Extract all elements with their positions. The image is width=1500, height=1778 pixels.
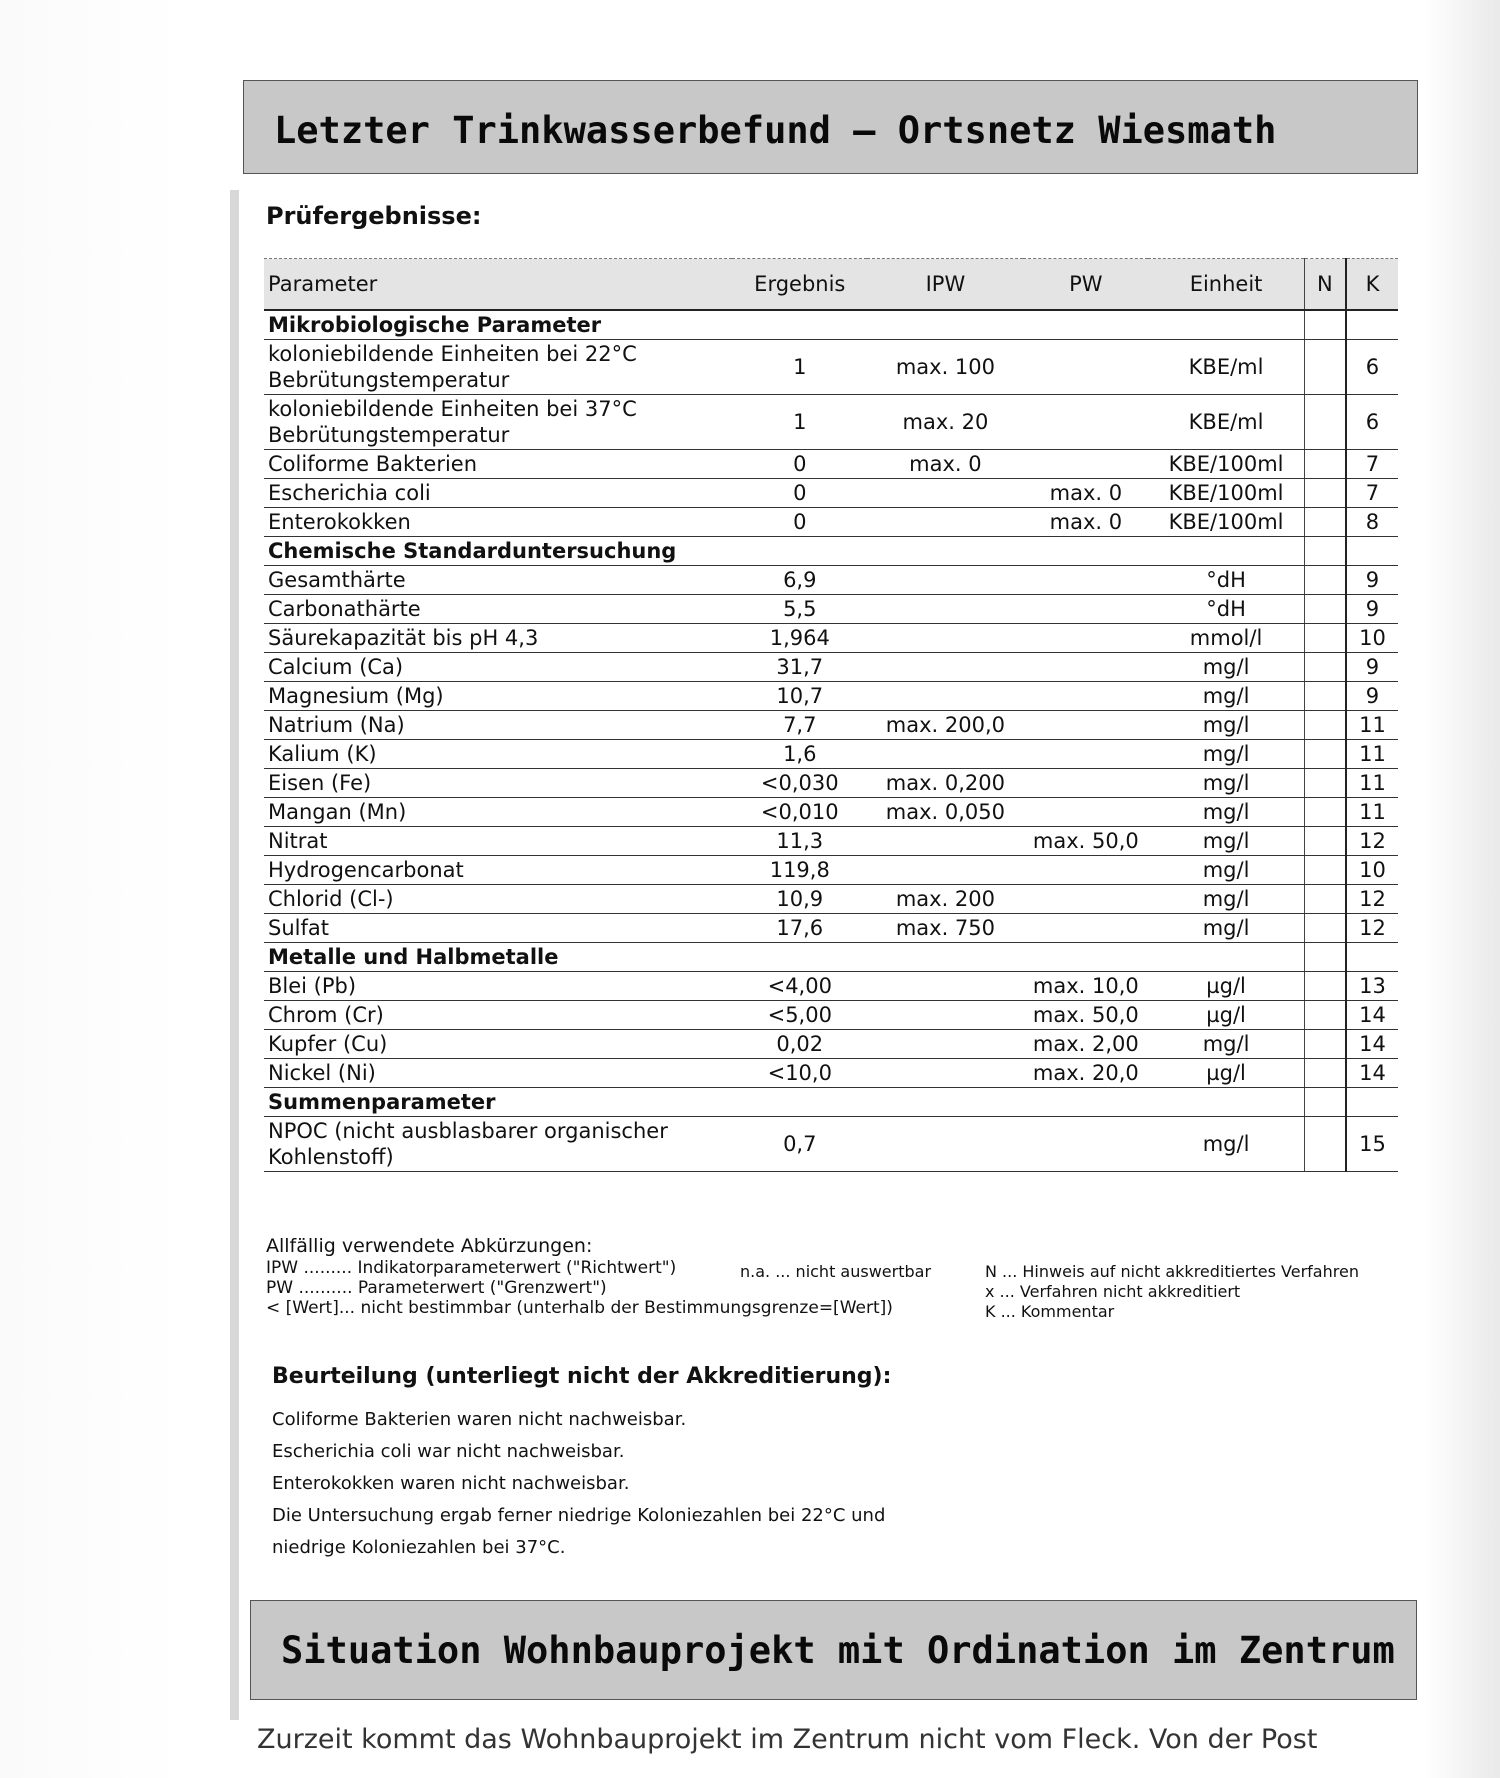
parameter-cell: Gesamthärte [264, 566, 732, 595]
result-cell: 5,5 [732, 595, 867, 624]
results-table [264, 258, 1398, 1172]
abbreviation-ipw: IPW ......... Indikatorparameterwert ("Richtwert") [266, 1258, 677, 1278]
unit-cell: KBE/100ml [1148, 450, 1304, 479]
assessment-line: Die Untersuchung ergab ferner niedrige Koloniezahlen bei 22°C und [272, 1505, 886, 1526]
pw-cell [1023, 711, 1148, 740]
parameter-cell: Calcium (Ca) [264, 653, 732, 682]
table-row [264, 740, 1398, 769]
unit-cell: mg/l [1148, 769, 1304, 798]
subheading: Prüfergebnisse: [266, 202, 482, 230]
pw-cell [1023, 624, 1148, 653]
unit-cell: °dH [1148, 566, 1304, 595]
result-cell: 31,7 [732, 653, 867, 682]
k-cell: 9 [1346, 566, 1398, 595]
k-cell: 11 [1346, 740, 1398, 769]
unit-cell: mmol/l [1148, 624, 1304, 653]
table-row [264, 769, 1398, 798]
n-cell [1304, 537, 1346, 566]
result-cell: 0 [732, 450, 867, 479]
pw-cell [1023, 798, 1148, 827]
abbreviation-x: x ... Verfahren nicht akkreditiert [985, 1282, 1241, 1301]
result-cell: 0 [732, 508, 867, 537]
n-cell [1304, 566, 1346, 595]
ipw-cell: max. 200,0 [867, 711, 1023, 740]
unit-cell: KBE/ml [1148, 395, 1304, 450]
n-cell [1304, 827, 1346, 856]
result-cell: <4,00 [732, 972, 867, 1001]
article-text: Zurzeit kommt das Wohnbauprojekt im Zentrum nicht vom Fleck. Von der Post [257, 1724, 1318, 1755]
table-body [264, 310, 1398, 1172]
assessment-line: niedrige Koloniezahlen bei 37°C. [272, 1537, 566, 1558]
unit-cell: µg/l [1148, 1001, 1304, 1030]
assessment-line: Coliforme Bakterien waren nicht nachweisbar. [272, 1409, 687, 1430]
section-title: Summenparameter [264, 1088, 1304, 1117]
header-ipw: IPW [867, 259, 1023, 311]
n-cell [1304, 740, 1346, 769]
pw-cell [1023, 450, 1148, 479]
result-cell: <0,010 [732, 798, 867, 827]
k-cell: 7 [1346, 479, 1398, 508]
parameter-cell: Sulfat [264, 914, 732, 943]
section-banner-trinkwasser [243, 80, 1418, 174]
k-cell [1346, 537, 1398, 566]
table-row [264, 479, 1398, 508]
result-cell: <10,0 [732, 1059, 867, 1088]
table-row [264, 653, 1398, 682]
unit-cell: mg/l [1148, 827, 1304, 856]
table-row [264, 566, 1398, 595]
ipw-cell [867, 1001, 1023, 1030]
table-row [264, 1030, 1398, 1059]
pw-cell [1023, 740, 1148, 769]
abbreviation-n: N ... Hinweis auf nicht akkreditiertes Verfahren [985, 1262, 1359, 1281]
unit-cell: mg/l [1148, 740, 1304, 769]
parameter-cell: Carbonathärte [264, 595, 732, 624]
ipw-cell: max. 100 [867, 340, 1023, 395]
left-margin-bar [230, 190, 239, 1720]
n-cell [1304, 769, 1346, 798]
pw-cell [1023, 1117, 1148, 1172]
n-cell [1304, 1030, 1346, 1059]
parameter-cell: Nickel (Ni) [264, 1059, 732, 1088]
n-cell [1304, 595, 1346, 624]
pw-cell: max. 50,0 [1023, 827, 1148, 856]
pw-cell: max. 20,0 [1023, 1059, 1148, 1088]
pw-cell [1023, 885, 1148, 914]
parameter-cell: Kupfer (Cu) [264, 1030, 732, 1059]
result-cell: 1,964 [732, 624, 867, 653]
k-cell: 12 [1346, 827, 1398, 856]
ipw-cell: max. 200 [867, 885, 1023, 914]
pw-cell: max. 0 [1023, 479, 1148, 508]
table-row [264, 395, 1398, 450]
ipw-cell: max. 750 [867, 914, 1023, 943]
ipw-cell [867, 740, 1023, 769]
n-cell [1304, 340, 1346, 395]
abbreviations-heading: Allfällig verwendete Abkürzungen: [266, 1235, 593, 1257]
parameter-cell: koloniebildende Einheiten bei 22°C Bebrütungstemperatur [264, 340, 732, 395]
assessment-title: Beurteilung (unterliegt nicht der Akkreditierung): [272, 1364, 892, 1389]
parameter-cell: Eisen (Fe) [264, 769, 732, 798]
n-cell [1304, 1001, 1346, 1030]
ipw-cell: max. 0 [867, 450, 1023, 479]
k-cell: 15 [1346, 1117, 1398, 1172]
assessment-text [272, 1404, 885, 1564]
n-cell [1304, 914, 1346, 943]
result-cell: 7,7 [732, 711, 867, 740]
table-row [264, 450, 1398, 479]
abbreviation-na: n.a. ... nicht auswertbar [740, 1262, 932, 1281]
table-row [264, 798, 1398, 827]
k-cell: 11 [1346, 711, 1398, 740]
result-cell: 10,9 [732, 885, 867, 914]
parameter-cell: Coliforme Bakterien [264, 450, 732, 479]
unit-cell: °dH [1148, 595, 1304, 624]
ipw-cell [867, 1030, 1023, 1059]
unit-cell: mg/l [1148, 798, 1304, 827]
unit-cell: KBE/100ml [1148, 508, 1304, 537]
ipw-cell [867, 566, 1023, 595]
table-row [264, 1117, 1398, 1172]
n-cell [1304, 653, 1346, 682]
parameter-cell: Nitrat [264, 827, 732, 856]
ipw-cell: max. 0,050 [867, 798, 1023, 827]
result-cell: 17,6 [732, 914, 867, 943]
unit-cell: mg/l [1148, 856, 1304, 885]
k-cell: 9 [1346, 595, 1398, 624]
ipw-cell [867, 827, 1023, 856]
unit-cell: mg/l [1148, 653, 1304, 682]
unit-cell: µg/l [1148, 1059, 1304, 1088]
ipw-cell [867, 856, 1023, 885]
unit-cell: KBE/ml [1148, 340, 1304, 395]
result-cell: 119,8 [732, 856, 867, 885]
ipw-cell [867, 972, 1023, 1001]
result-cell: 0 [732, 479, 867, 508]
assessment-line: Enterokokken waren nicht nachweisbar. [272, 1473, 630, 1494]
abbreviations-col2 [740, 1262, 931, 1282]
ipw-cell [867, 479, 1023, 508]
ipw-cell: max. 20 [867, 395, 1023, 450]
result-cell: 1 [732, 340, 867, 395]
table-row [264, 682, 1398, 711]
k-cell: 11 [1346, 798, 1398, 827]
abbreviations-col3 [985, 1262, 1359, 1322]
n-cell [1304, 310, 1346, 340]
table-header-row [264, 259, 1398, 311]
header-einheit: Einheit [1148, 259, 1304, 311]
pw-cell [1023, 395, 1148, 450]
parameter-cell: koloniebildende Einheiten bei 37°C Bebrütungstemperatur [264, 395, 732, 450]
section-title: Mikrobiologische Parameter [264, 310, 1304, 340]
k-cell: 10 [1346, 624, 1398, 653]
table-row [264, 827, 1398, 856]
n-cell [1304, 1059, 1346, 1088]
unit-cell: µg/l [1148, 972, 1304, 1001]
pw-cell [1023, 653, 1148, 682]
parameter-cell: Natrium (Na) [264, 711, 732, 740]
n-cell [1304, 1088, 1346, 1117]
k-cell: 14 [1346, 1001, 1398, 1030]
section-title: Metalle und Halbmetalle [264, 943, 1304, 972]
k-cell: 14 [1346, 1030, 1398, 1059]
pw-cell [1023, 856, 1148, 885]
header-pw: PW [1023, 259, 1148, 311]
table-row [264, 885, 1398, 914]
table-row [264, 856, 1398, 885]
result-cell: 6,9 [732, 566, 867, 595]
header-parameter: Parameter [264, 259, 732, 311]
parameter-cell: Enterokokken [264, 508, 732, 537]
table-row [264, 914, 1398, 943]
pw-cell [1023, 914, 1148, 943]
parameter-cell: Mangan (Mn) [264, 798, 732, 827]
assessment-line: Escherichia coli war nicht nachweisbar. [272, 1441, 625, 1462]
k-cell: 13 [1346, 972, 1398, 1001]
k-cell: 11 [1346, 769, 1398, 798]
k-cell: 7 [1346, 450, 1398, 479]
table-row [264, 508, 1398, 537]
ipw-cell [867, 653, 1023, 682]
abbreviation-wert: < [Wert]... nicht bestimmbar (unterhalb der Bestimmungsgrenze=[Wert]) [266, 1298, 893, 1318]
ipw-cell [867, 682, 1023, 711]
unit-cell: mg/l [1148, 914, 1304, 943]
ipw-cell [867, 1117, 1023, 1172]
result-cell: 11,3 [732, 827, 867, 856]
ipw-cell [867, 1059, 1023, 1088]
abbreviation-pw: PW .......... Parameterwert ("Grenzwert") [266, 1278, 607, 1298]
table-row [264, 1059, 1398, 1088]
n-cell [1304, 450, 1346, 479]
n-cell [1304, 856, 1346, 885]
section-banner-wohnbauprojekt [250, 1600, 1417, 1700]
k-cell [1346, 943, 1398, 972]
parameter-cell: Magnesium (Mg) [264, 682, 732, 711]
result-cell: 1,6 [732, 740, 867, 769]
parameter-cell: Chlorid (Cl-) [264, 885, 732, 914]
result-cell: <5,00 [732, 1001, 867, 1030]
k-cell [1346, 310, 1398, 340]
pw-cell [1023, 769, 1148, 798]
result-cell: 0,02 [732, 1030, 867, 1059]
n-cell [1304, 682, 1346, 711]
ipw-cell: max. 0,200 [867, 769, 1023, 798]
n-cell [1304, 395, 1346, 450]
k-cell: 12 [1346, 885, 1398, 914]
result-cell: <0,030 [732, 769, 867, 798]
pw-cell [1023, 595, 1148, 624]
table-section-row [264, 310, 1398, 340]
n-cell [1304, 624, 1346, 653]
k-cell: 6 [1346, 340, 1398, 395]
unit-cell: mg/l [1148, 1030, 1304, 1059]
ipw-cell [867, 508, 1023, 537]
k-cell: 9 [1346, 682, 1398, 711]
unit-cell: mg/l [1148, 711, 1304, 740]
unit-cell: mg/l [1148, 1117, 1304, 1172]
table-row [264, 340, 1398, 395]
parameter-cell: Blei (Pb) [264, 972, 732, 1001]
n-cell [1304, 798, 1346, 827]
ipw-cell [867, 595, 1023, 624]
k-cell: 14 [1346, 1059, 1398, 1088]
n-cell [1304, 508, 1346, 537]
pw-cell: max. 0 [1023, 508, 1148, 537]
k-cell: 9 [1346, 653, 1398, 682]
table-section-row [264, 1088, 1398, 1117]
unit-cell: KBE/100ml [1148, 479, 1304, 508]
header-ergebnis: Ergebnis [732, 259, 867, 311]
pw-cell: max. 2,00 [1023, 1030, 1148, 1059]
parameter-cell: NPOC (nicht ausblasbarer organischer Kohlenstoff) [264, 1117, 732, 1172]
result-cell: 0,7 [732, 1117, 867, 1172]
table-section-row [264, 537, 1398, 566]
parameter-cell: Säurekapazität bis pH 4,3 [264, 624, 732, 653]
pw-cell [1023, 682, 1148, 711]
result-cell: 10,7 [732, 682, 867, 711]
pw-cell: max. 10,0 [1023, 972, 1148, 1001]
k-cell: 10 [1346, 856, 1398, 885]
table-row [264, 972, 1398, 1001]
k-cell: 12 [1346, 914, 1398, 943]
table-section-row [264, 943, 1398, 972]
pw-cell [1023, 340, 1148, 395]
abbreviation-k: K ... Kommentar [985, 1302, 1115, 1321]
n-cell [1304, 711, 1346, 740]
n-cell [1304, 1117, 1346, 1172]
banner-title: Letzter Trinkwasserbefund – Ortsnetz Wiesmath [274, 109, 1277, 152]
n-cell [1304, 479, 1346, 508]
header-k: K [1346, 259, 1398, 311]
unit-cell: mg/l [1148, 682, 1304, 711]
ipw-cell [867, 624, 1023, 653]
unit-cell: mg/l [1148, 885, 1304, 914]
n-cell [1304, 972, 1346, 1001]
k-cell [1346, 1088, 1398, 1117]
table-row [264, 711, 1398, 740]
table-row [264, 1001, 1398, 1030]
pw-cell: max. 50,0 [1023, 1001, 1148, 1030]
parameter-cell: Chrom (Cr) [264, 1001, 732, 1030]
parameter-cell: Hydrogencarbonat [264, 856, 732, 885]
k-cell: 6 [1346, 395, 1398, 450]
result-cell: 1 [732, 395, 867, 450]
section-title: Chemische Standarduntersuchung [264, 537, 1304, 566]
table-row [264, 624, 1398, 653]
parameter-cell: Escherichia coli [264, 479, 732, 508]
table-row [264, 595, 1398, 624]
n-cell [1304, 943, 1346, 972]
banner-title: Situation Wohnbauprojekt mit Ordination im Zentrum [281, 1629, 1395, 1672]
k-cell: 8 [1346, 508, 1398, 537]
n-cell [1304, 885, 1346, 914]
parameter-cell: Kalium (K) [264, 740, 732, 769]
header-n: N [1304, 259, 1346, 311]
pw-cell [1023, 566, 1148, 595]
